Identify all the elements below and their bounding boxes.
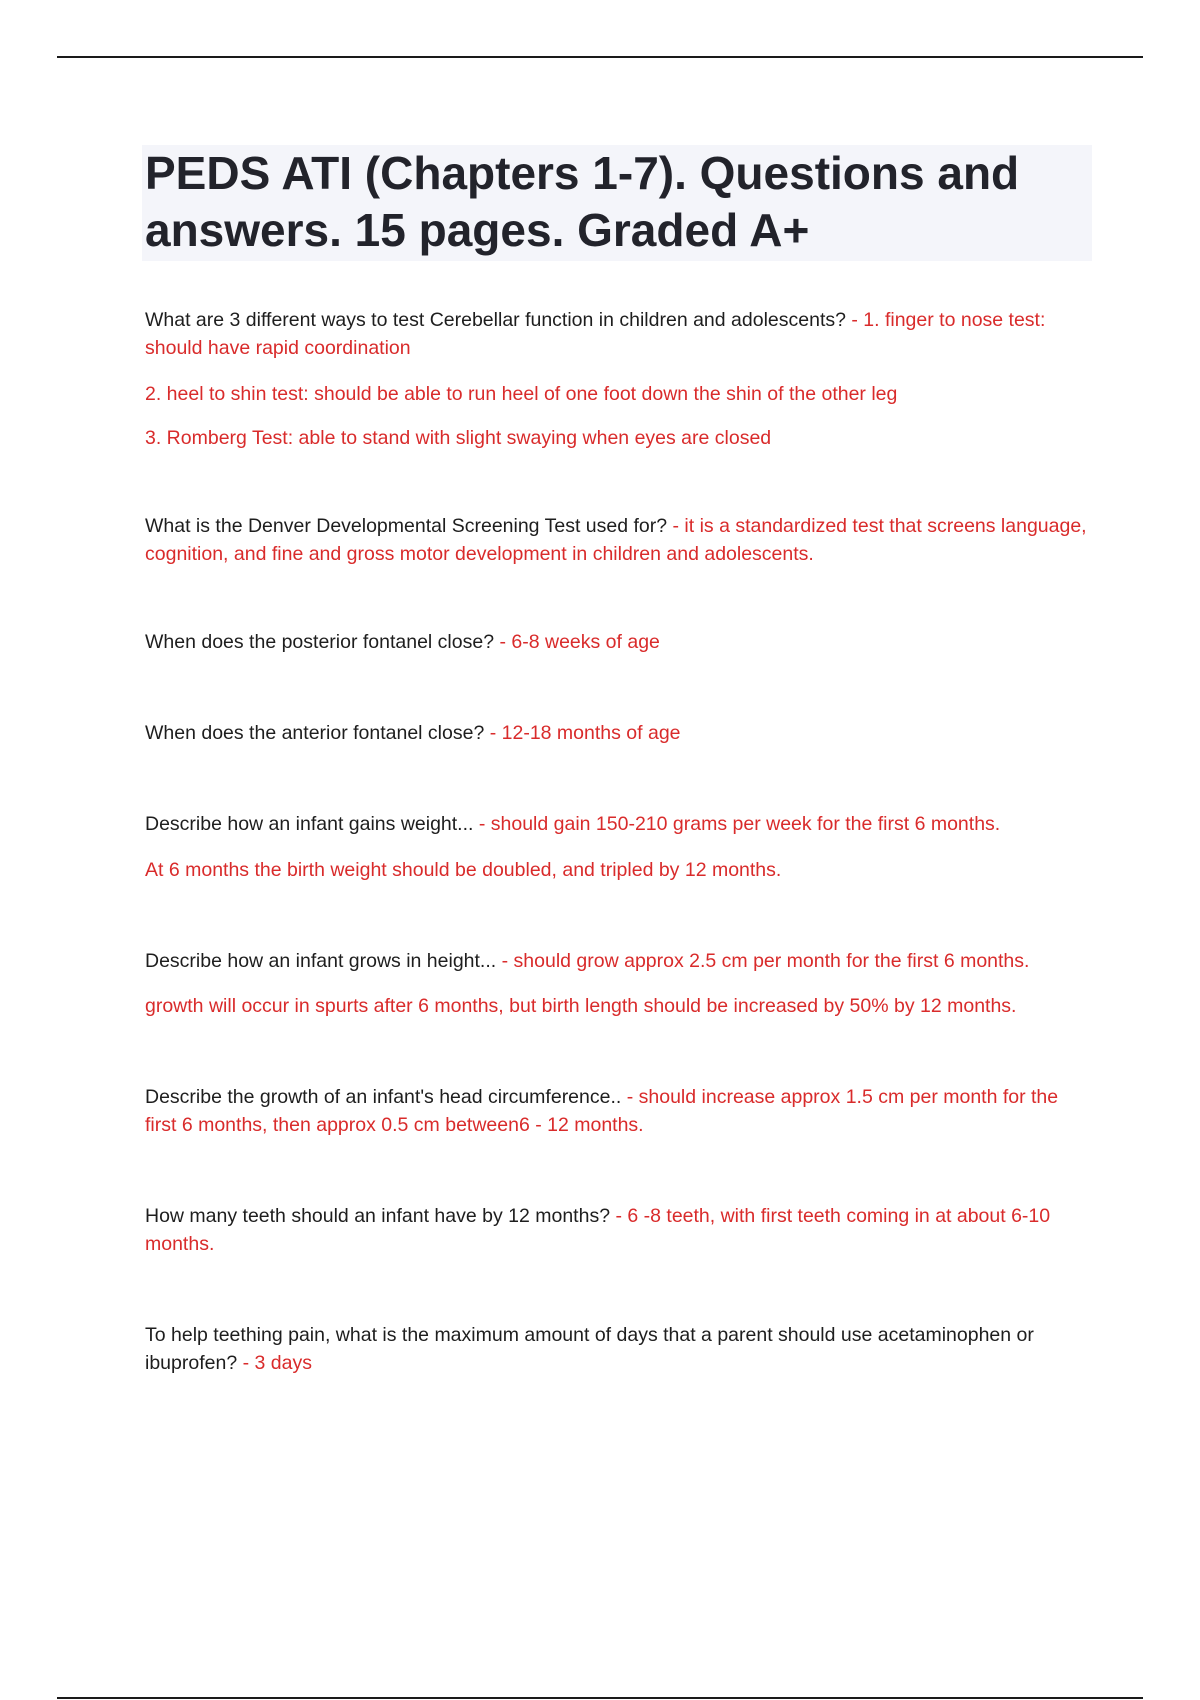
qa-list [145,306,1090,1377]
title-band [142,145,1092,261]
answer-text: - 3 days [242,1352,312,1374]
question-text: Describe the growth of an infant's head circumference.. [145,1086,622,1108]
qa-item [145,1202,1090,1258]
qa-item [145,810,1090,884]
question-text: When does the anterior fontanel close? [145,722,485,744]
question-text: To help teething pain, what is the maximum amount of days that a parent should use acetaminophen or ibuprofen? [145,1324,1034,1374]
question-text: Describe how an infant gains weight... [145,813,474,835]
answer-text: - should grow approx 2.5 cm per month for the first 6 months. [501,950,1030,972]
question-text: How many teeth should an infant have by 12 months? [145,1205,611,1227]
question-text: What is the Denver Developmental Screening Test used for? [145,515,668,537]
answer-text: - it is a standardized test that screens language, cognition, and fine and gross motor development in children and adolescents. [145,515,1087,565]
qa-item [145,628,1090,656]
bottom-rule [57,1697,1143,1699]
qa-item [145,306,1090,452]
qa-item [145,947,1090,1020]
answer-text: - should gain 150-210 grams per week for the first 6 months. [478,813,1001,835]
question-text: Describe how an infant grows in height... [145,950,497,972]
answer-text: - 12-18 months of age [489,722,681,744]
qa-item [145,512,1090,568]
answer-continuation: 3. Romberg Test: able to stand with slight swaying when eyes are closed [145,427,772,449]
answer-continuation: At 6 months the birth weight should be doubled, and tripled by 12 months. [145,859,782,881]
qa-item [145,719,1090,747]
qa-item [145,1321,1090,1377]
document-page [145,145,1090,1377]
answer-text: - 6-8 weeks of age [499,631,660,653]
answer-text: - 1. finger to nose test: should have rapid coordination [145,309,1046,359]
answer-continuation: 2. heel to shin test: should be able to run heel of one foot down the shin of the other leg [145,383,898,405]
question-text: When does the posterior fontanel close? [145,631,495,653]
page-title: PEDS ATI (Chapters 1-7). Questions and answers. 15 pages. Graded A+ [145,147,1020,256]
answer-text: - 6 -8 teeth, with first teeth coming in at about 6-10 months. [145,1205,1051,1255]
answer-text: - should increase approx 1.5 cm per month for the first 6 months, then approx 0.5 cm between6 - 12 months. [145,1086,1059,1136]
answer-continuation: growth will occur in spurts after 6 months, but birth length should be increased by 50% by 12 months. [145,995,1017,1017]
question-text: What are 3 different ways to test Cerebellar function in children and adolescents? [145,309,846,331]
qa-item [145,1083,1090,1139]
top-rule [57,56,1143,58]
